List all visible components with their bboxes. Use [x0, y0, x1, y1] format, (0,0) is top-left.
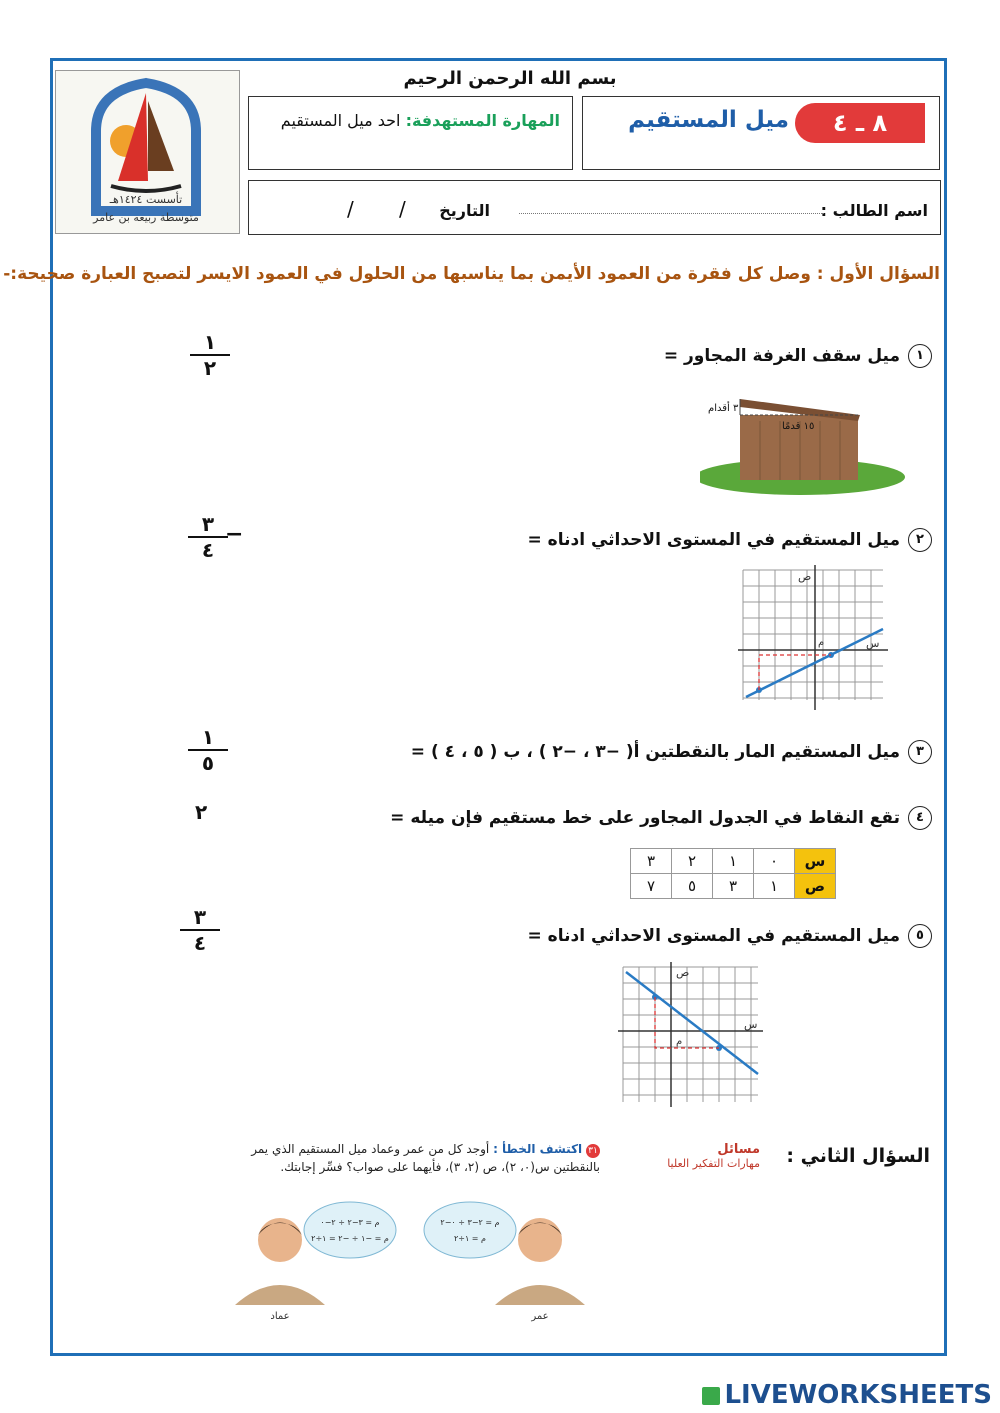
- coordinate-graph-1: [738, 565, 888, 710]
- table-row-header: ص: [795, 874, 836, 899]
- student-info-box: [248, 180, 941, 235]
- answer-1[interactable]: [190, 330, 230, 380]
- shed-image: [700, 385, 915, 495]
- shed-height-label: ٣ أقدام: [708, 403, 739, 414]
- lesson-number-badge: ٨ ـ ٤: [795, 103, 925, 143]
- graph2-y-label: ص: [676, 966, 690, 979]
- date-label: التاريخ: [439, 201, 490, 220]
- liveworksheets-logo: [702, 1380, 992, 1410]
- question2-heading: السؤال الثاني :: [786, 1145, 930, 1167]
- item-text: تقع النقاط في الجدول المجاور على خط مستقيم فإن ميله =: [390, 808, 900, 828]
- table-cell: ٠: [754, 849, 795, 874]
- answer-numerator: ١: [188, 725, 228, 751]
- item-text: ميل المستقيم المار بالنقطتين أ( −٣ ، −٢ ) ، ب ( ٥ ، ٤ ) =: [410, 742, 900, 762]
- table-row-header: س: [795, 849, 836, 874]
- answer-5[interactable]: [180, 905, 220, 955]
- answer-denominator: ٤: [193, 931, 207, 955]
- logo-text-2: متوسطة ربيعه بن عامر: [93, 211, 199, 224]
- date-slash-1: /: [399, 197, 406, 221]
- problem-number: ٣١: [586, 1144, 600, 1158]
- item-number: ٣: [908, 740, 932, 764]
- higher-skills: مهارات التفكير العليا: [667, 1157, 760, 1170]
- skill-box: [248, 96, 573, 170]
- graph2-origin: م: [676, 1036, 683, 1047]
- student-name-field[interactable]: [519, 213, 824, 214]
- brand-text: LIVEWORKSHEETS: [724, 1380, 992, 1410]
- table-row: [631, 874, 836, 899]
- skill-value: احد ميل المستقيم: [280, 111, 401, 130]
- problem-title: اكتشف الخطأ :: [493, 1142, 583, 1156]
- lesson-title-box: [582, 96, 940, 170]
- answer-denominator: ٥: [201, 751, 215, 775]
- bubble-right-line2: م = ١÷٢: [453, 1234, 487, 1243]
- answer-numerator: ٣: [180, 905, 220, 931]
- item-text: ميل المستقيم في المستوى الاحداثي ادناه =: [527, 926, 900, 946]
- student-name-right: عمر: [531, 1311, 549, 1322]
- table-cell: ٥: [672, 874, 713, 899]
- bubble-left-line1: م = ٣−٢ ÷ ٢−٠: [320, 1218, 380, 1227]
- student-name-label: اسم الطالب :: [820, 201, 928, 220]
- answer-numerator: ١: [190, 330, 230, 356]
- graph1-y-label: ص: [798, 570, 812, 583]
- lesson-title: ميل المستقيم: [628, 107, 789, 133]
- q1-item-5: [528, 924, 932, 948]
- liveworksheets-icon: [702, 1387, 720, 1405]
- item-text: ميل المستقيم في المستوى الاحداثي ادناه =: [527, 530, 900, 550]
- q1-item-2: [528, 528, 932, 552]
- coordinate-graph-2: [618, 962, 763, 1107]
- table-cell: ٣: [631, 849, 672, 874]
- question1-heading: السؤال الأول : وصل كل فقرة من العمود الأيمن بما يناسبها من الحلول في العمود الايسر لتصبح العبارة صحيحة:-: [3, 264, 940, 284]
- shed-width-label: ١٥ قدمًا: [782, 421, 815, 432]
- table-cell: ١: [754, 874, 795, 899]
- problem-text: أوجد كل من عمر وعماد ميل المستقيم الذي يمر بالنقطتين س(٠، ٢)، ص (٢، ٣)، فأيهما على صواب؟ فسِّر إجابتك.: [251, 1142, 600, 1174]
- graph1-origin: م: [818, 637, 825, 648]
- find-error-problem: [240, 1140, 600, 1176]
- student-name-left: عماد: [270, 1311, 290, 1322]
- answer-2-sign: −: [225, 522, 244, 547]
- bubble-left-line2: م = −١ ÷ −٢ = ١÷٢: [311, 1234, 389, 1243]
- q1-item-1: [664, 344, 932, 368]
- date-slash-2: /: [347, 197, 354, 221]
- item-text: ميل سقف الغرفة المجاور =: [663, 346, 900, 366]
- points-table: [630, 848, 836, 899]
- answer-numerator: ٣: [188, 512, 228, 538]
- answer-2[interactable]: [188, 512, 228, 562]
- masael-title: مسائل: [717, 1142, 760, 1157]
- bubble-right-line1: م = ٢−٣ ÷ ٠−٢: [440, 1218, 500, 1227]
- item-number: ١: [908, 344, 932, 368]
- table-cell: ٢: [672, 849, 713, 874]
- masael-label: [640, 1142, 760, 1170]
- table-cell: ٧: [631, 874, 672, 899]
- skill-label: المهارة المستهدفة:: [405, 111, 560, 130]
- target-skill: [281, 111, 560, 130]
- item-number: ٥: [908, 924, 932, 948]
- q1-item-3: [411, 740, 932, 764]
- bismillah: بسم الله الرحمن الرحيم: [403, 68, 617, 89]
- item-number: ٢: [908, 528, 932, 552]
- graph2-x-label: س: [744, 1018, 758, 1031]
- school-logo: [55, 70, 240, 234]
- table-cell: ١: [713, 849, 754, 874]
- logo-text-1: تأسست ١٤٢٤هـ: [109, 193, 183, 206]
- q1-item-4: [390, 806, 932, 830]
- graph1-x-label: س: [866, 637, 880, 650]
- answer-denominator: ٢: [203, 356, 217, 380]
- item-number: ٤: [908, 806, 932, 830]
- answer-denominator: ٤: [201, 538, 215, 562]
- table-cell: ٣: [713, 874, 754, 899]
- answer-4[interactable]: ٢: [195, 800, 208, 824]
- boys-illustration: [225, 1195, 605, 1325]
- answer-3[interactable]: [188, 725, 228, 775]
- table-row: [631, 849, 836, 874]
